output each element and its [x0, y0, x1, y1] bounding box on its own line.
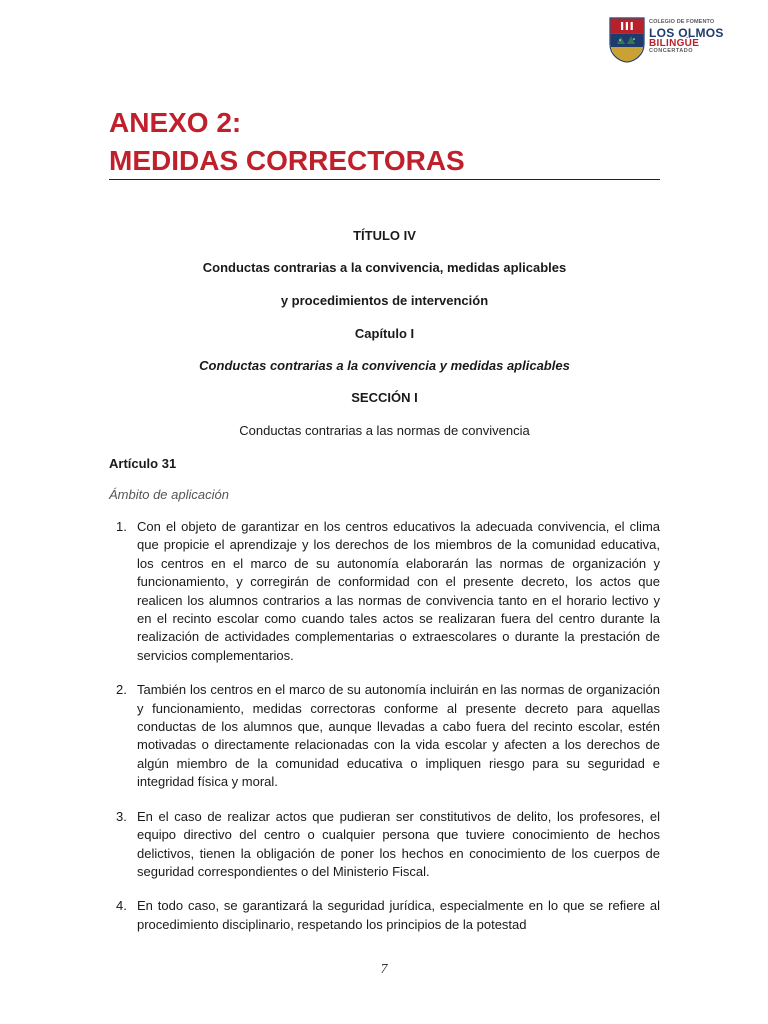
logo-line-3: BILINGÜE: [649, 37, 700, 49]
item-text: En todo caso, se garantizará la seguridad jurídica, especialmente en lo que se refiere al procedimiento disciplinario, respetando los principios de la potestad: [137, 898, 660, 932]
annex-title: [109, 104, 465, 180]
item-text: Con el objeto de garantizar en los centros educativos la adecuada convivencia, el clima que propicie el aprendizaje y los derechos de los miembros de la comunidad educativa, los centros en el marco de su autonomía elaborarán las normas de organización y funcionamiento, y corregirán de conformidad con el presente decreto, los actos que realicen los alumnos contrarios a las normas de convivencia tanto en el horario lectivo y en el recinto escolar como cuando tales actos se realizaran fuera del centro durante la realización de actividades complementarias o extraescolares o durante la prestación de servicios complementarios.: [137, 519, 660, 663]
article-title: Artículo 31: [109, 456, 177, 471]
logo-text: [649, 19, 724, 54]
item-number: 2.: [116, 682, 127, 698]
item-number: 1.: [116, 519, 127, 534]
school-crest-icon: [609, 17, 645, 63]
logo-line-1: COLEGIO DE FOMENTO: [649, 19, 715, 25]
list-item: [109, 681, 660, 791]
titulo-heading: TÍTULO IV: [353, 228, 416, 243]
article-scope: Ámbito de aplicación: [109, 487, 229, 502]
school-logo: [609, 17, 724, 65]
item-text: En el caso de realizar actos que pudieran ser constitutivos de delito, los profesores, el equipo directivo del centro o cualquier persona que tuviere conocimiento de hechos delictivos, tienen la obligación de poner los hechos en conocimiento de los cuerpos de seguridad correspondientes o del Ministerio Fiscal.: [137, 808, 660, 879]
seccion-description: Conductas contrarias a las normas de convivencia: [239, 423, 530, 438]
logo-line-4: CONCERTADO: [649, 47, 694, 54]
page-number: 7: [380, 962, 388, 977]
capitulo-heading: Capítulo I: [354, 326, 415, 341]
annex-title-line-2: MEDIDAS CORRECTORAS: [109, 145, 465, 176]
item-number: 4.: [116, 898, 127, 914]
annex-title-line-1: ANEXO 2:: [109, 107, 242, 138]
list-item: [109, 518, 660, 665]
list-item: [109, 808, 660, 882]
list-item: [109, 897, 660, 934]
seccion-heading: SECCIÓN I: [351, 390, 418, 405]
capitulo-description: Conductas contrarias a la convivencia y medidas aplicables: [199, 358, 570, 373]
item-number: 3.: [116, 808, 127, 824]
titulo-subtitle-1: Conductas contrarias a la convivencia, medidas aplicables: [202, 260, 567, 275]
titulo-subtitle-2: y procedimientos de intervención: [280, 293, 489, 308]
item-text: También los centros en el marco de su autonomía incluirán en las normas de organización y funcionamiento, medidas correctoras conforme al presente decreto para aquellas conductas de los alumnos que, aunque llevadas a cabo fuera del recinto escolar, estén motivadas o directamente relacionadas con la vida escolar y afecten a los derechos de algún miembro de la comunidad educativa o impliquen riesgo para su seguridad e integridad física y moral.: [137, 682, 660, 790]
logo-line-2: LOS OLMOS: [649, 25, 724, 40]
title-divider: [109, 179, 660, 180]
article-items: [109, 518, 660, 950]
